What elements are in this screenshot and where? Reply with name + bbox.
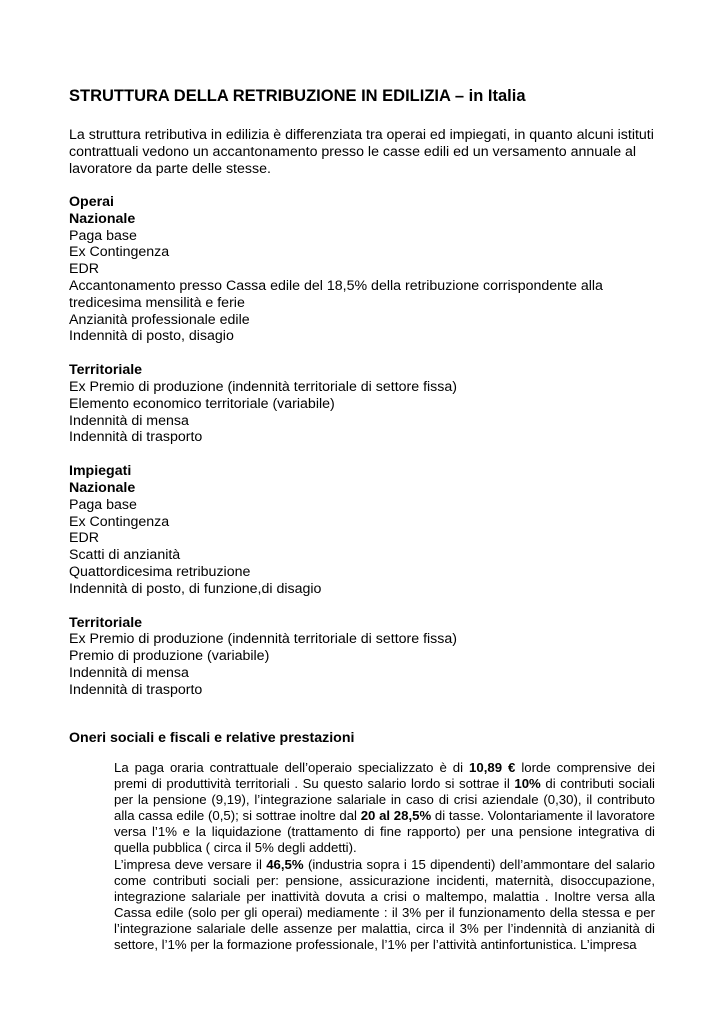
bold-run: 10% xyxy=(514,776,541,792)
list-item: Quattordicesima retribuzione xyxy=(69,563,251,580)
oneri-paragraph-1 xyxy=(114,760,655,857)
oneri-heading: Oneri sociali e fiscali e relative prestazioni xyxy=(69,729,355,746)
document-page xyxy=(69,86,659,747)
list-item: Indennità di trasporto xyxy=(69,681,203,698)
list-item: Paga base xyxy=(69,227,137,244)
intro-paragraph: La struttura retributiva in edilizia è differenziata tra operai ed impiegati, in quanto alcuni istituti contrattuali vedono un accantonamento presso le casse edili ed un versamento annuale al lavoratore da parte delle stesse. xyxy=(69,127,654,177)
page-title: STRUTTURA DELLA RETRIBUZIONE IN EDILIZIA – in Italia xyxy=(69,87,526,105)
oneri-paragraph-2 xyxy=(114,857,655,954)
text-run: (industria sopra i 15 dipendenti) dell’ammontare del salario come contributi sociali per: pensione, assicurazione incidenti, maternità, disoccupazione, integrazione salariale per inattività dovuta a crisi o maltempo, malattia . Inoltre versa alla Cassa edile (solo per gli operai) mediamente : il 3% per il funzionamento della stessa e per l’integrazione salariale delle assenze per malattia, circa il 3% per l’indennità di anzianità di settore, l’1% per la formazione professionale, l’1% per l’attività antinfortunistica. L’impresa xyxy=(114,856,655,953)
text-run: La paga oraria contrattuale dell’operaio specializzato è di xyxy=(114,760,470,775)
list-item: Ex Premio di produzione (indennità territoriale di settore fissa) xyxy=(69,378,457,395)
list-item: Elemento economico territoriale (variabile) xyxy=(69,395,335,412)
text-run: L’impresa deve versare il xyxy=(114,856,267,872)
bold-run: 20 al 28,5% xyxy=(360,808,432,824)
list-item: EDR xyxy=(69,530,99,547)
operai-nazionale-heading: Nazionale xyxy=(69,210,136,227)
bold-run: 46,5% xyxy=(266,856,304,872)
list-item: Premio di produzione (variabile) xyxy=(69,648,270,665)
impiegati-nazionale-heading: Nazionale xyxy=(69,479,136,496)
operai-section xyxy=(69,194,659,446)
list-item: Ex Premio di produzione (indennità territoriale di settore fissa) xyxy=(69,631,457,648)
list-item: Anzianità professionale edile xyxy=(69,311,250,328)
list-item: Ex Contingenza xyxy=(69,244,170,261)
bold-run: 10,89 € xyxy=(469,760,516,775)
text-run: di contributi sociali per la pensione (9,19), l’integrazione salariale in caso di crisi aziendale (0,30), il contributo alla cassa edile (0,5); si sottrae inoltre dal xyxy=(114,776,655,824)
list-item: Indennità di trasporto xyxy=(69,429,203,446)
list-item: Ex Contingenza xyxy=(69,513,170,530)
list-item: Indennità di posto, disagio xyxy=(69,328,234,345)
text-run: di tasse. Volontariamente il lavoratore versa l’1% e la liquidazione (trattamento di fine rapporto) per una pensione integrativa di quella pubblica ( circa il 5% degli addetti). xyxy=(114,808,656,856)
impiegati-territoriale-heading: Territoriale xyxy=(69,614,143,631)
oneri-body xyxy=(114,760,655,953)
impiegati-heading: Impiegati xyxy=(69,463,132,480)
list-item: Accantonamento presso Cassa edile del 18,5% della retribuzione corrispondente alla tredicesima mensilità e ferie xyxy=(69,277,603,311)
list-item: Indennità di mensa xyxy=(69,412,189,429)
list-item: Indennità di posto, di funzione,di disagio xyxy=(69,580,322,597)
list-item: EDR xyxy=(69,261,99,278)
list-item: Indennità di mensa xyxy=(69,664,189,681)
text-run: lorde comprensive dei premi di produttività territoriali . Su questo salario lordo si sottrae il xyxy=(114,760,656,792)
list-item: Paga base xyxy=(69,496,137,513)
operai-heading: Operai xyxy=(69,194,114,210)
operai-territoriale-heading: Territoriale xyxy=(69,362,143,379)
impiegati-section xyxy=(69,463,659,698)
list-item: Scatti di anzianità xyxy=(69,547,181,564)
